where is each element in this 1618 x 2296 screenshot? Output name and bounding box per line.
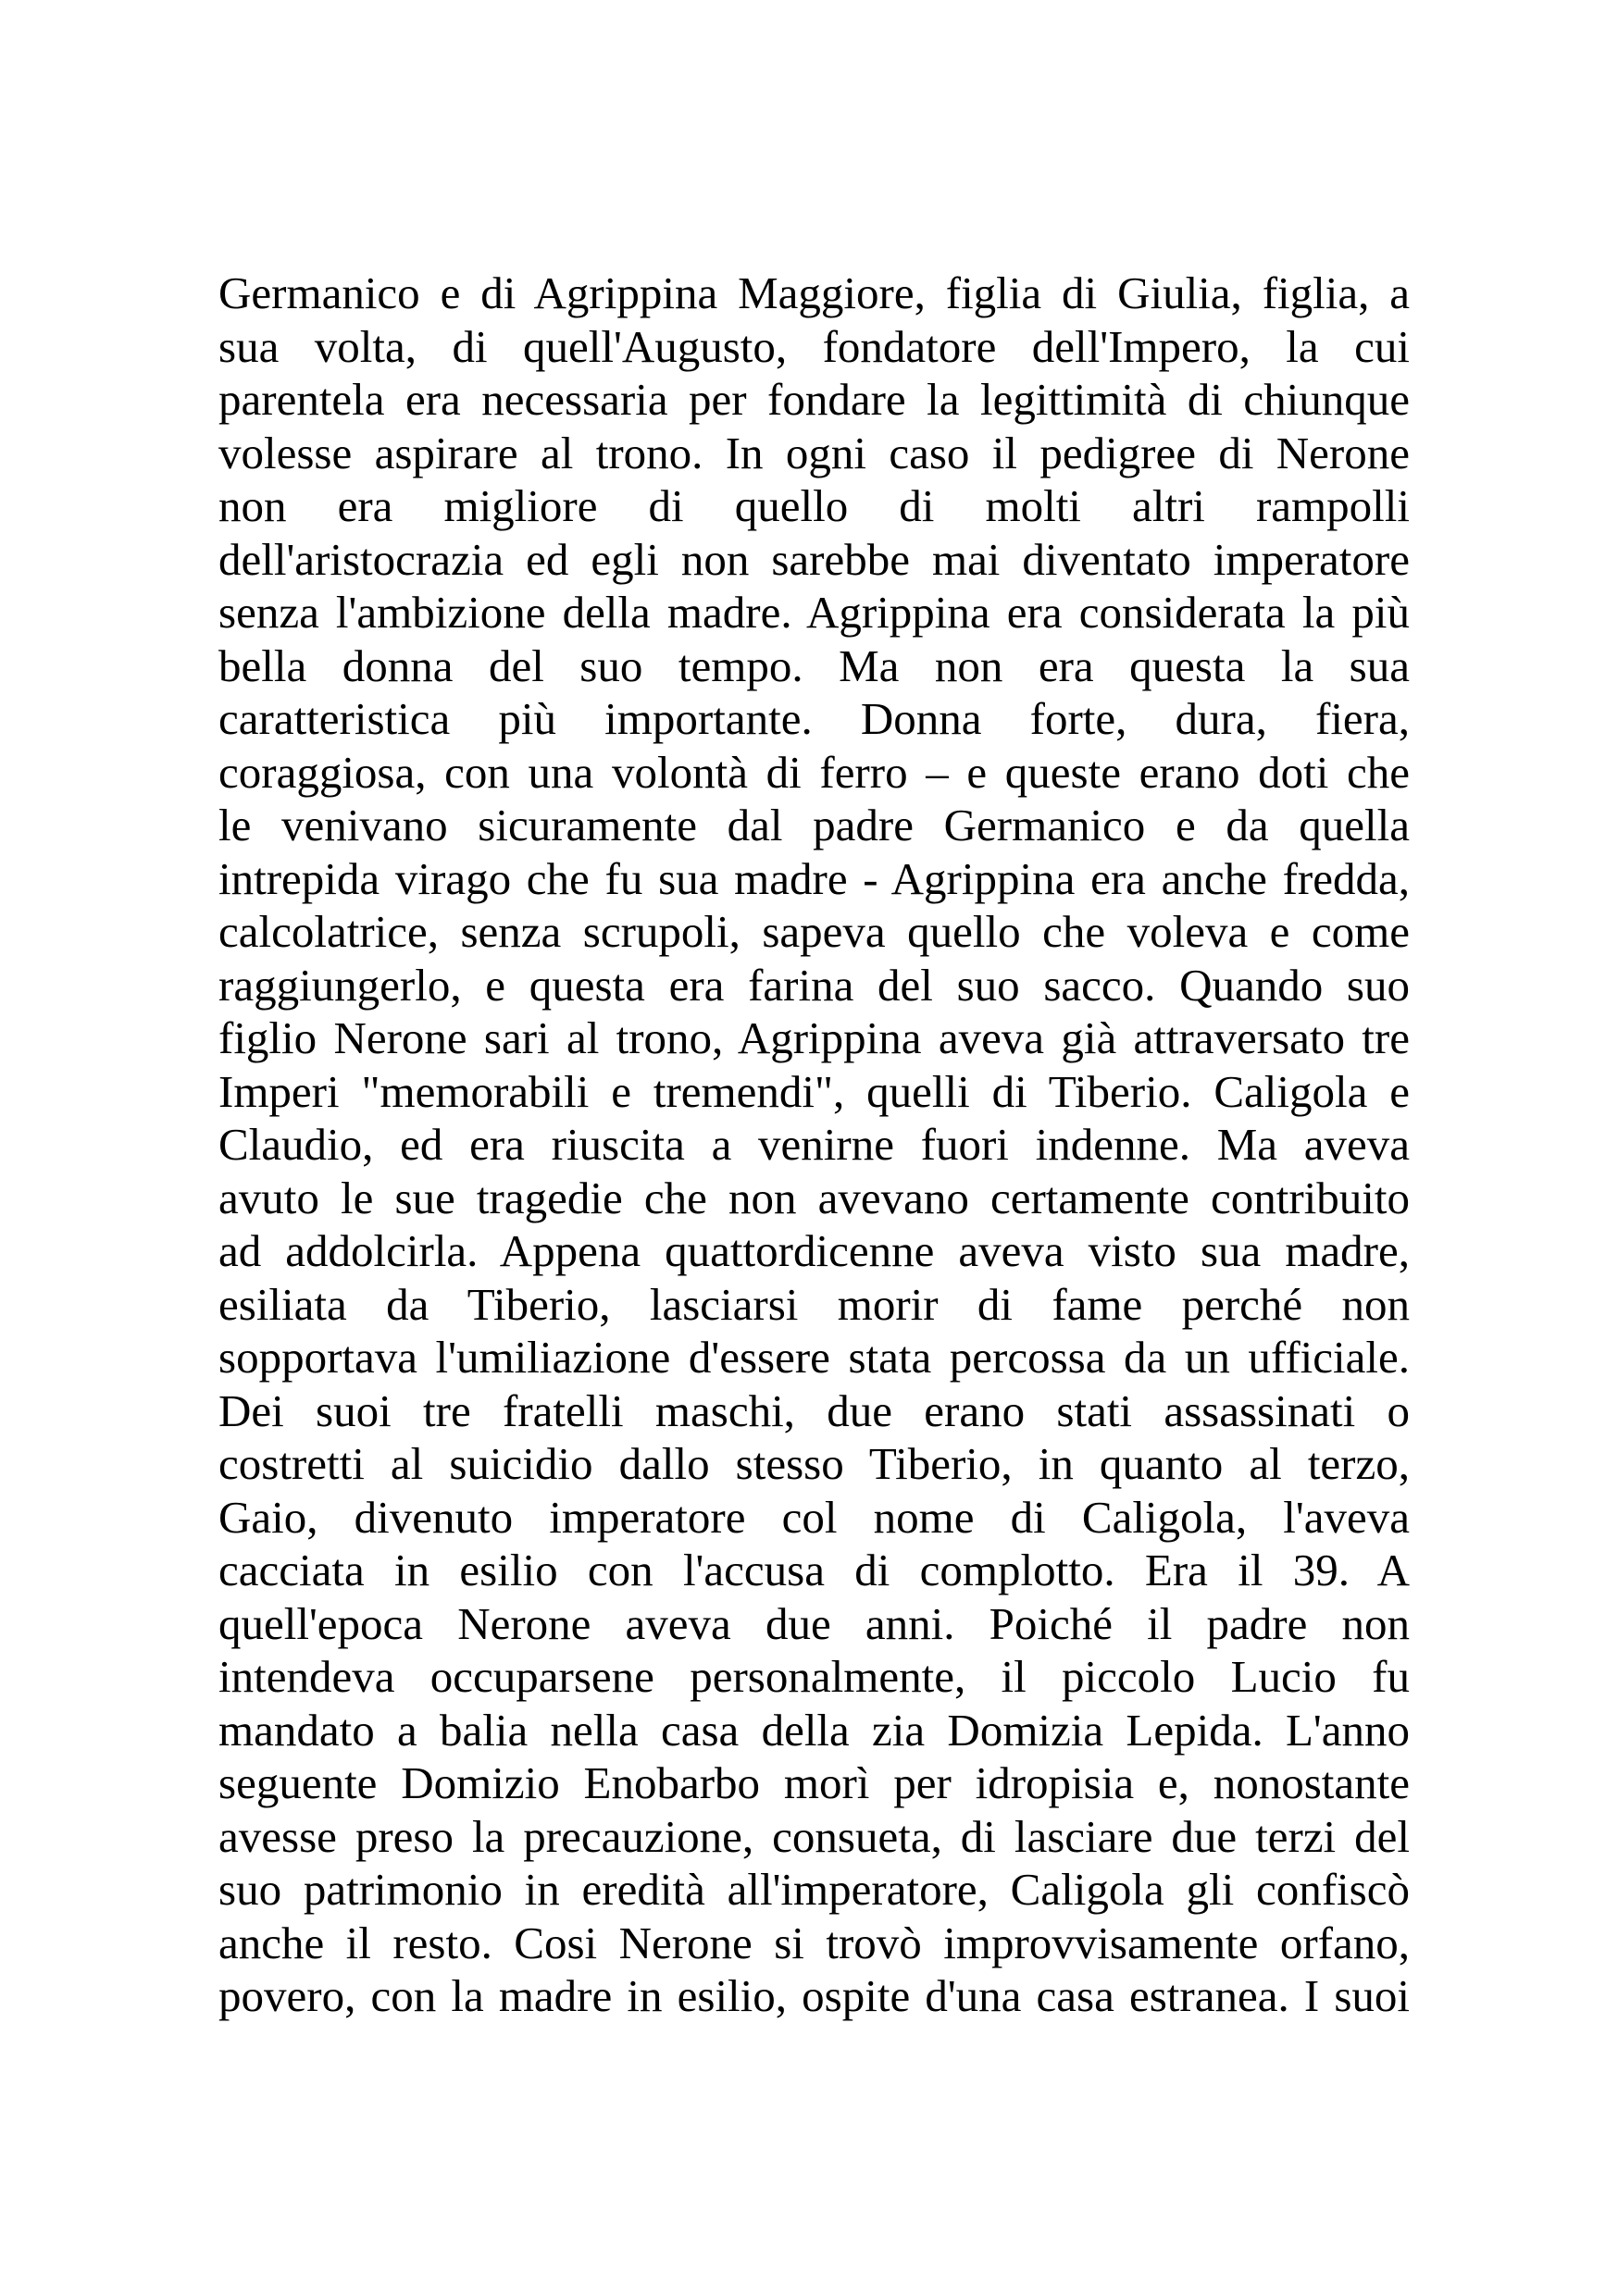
text-line: le venivano sicuramente dal padre Germanico e da quella	[218, 800, 1410, 850]
text-line: suo patrimonio in eredità all'imperatore, Caligola gli confiscò	[218, 1864, 1410, 1915]
text-line: volesse aspirare al trono. In ogni caso il pedigree di Nerone	[218, 427, 1410, 478]
text-line: intrepida virago che fu sua madre - Agrippina era anche fredda,	[218, 852, 1410, 904]
text-line: sua volta, di quell'Augusto, fondatore dell'Impero, la cui	[218, 320, 1410, 372]
text-line: senza l'ambizione della madre. Agrippina era considerata la più	[218, 587, 1410, 638]
text-line: mandato a balia nella casa della zia Domizia Lepida. L'anno	[218, 1704, 1410, 1756]
text-line: sopportava l'umiliazione d'essere stata percossa da un ufficiale.	[218, 1332, 1410, 1383]
text-line: parentela era necessaria per fondare la legittimità di chiunque	[218, 374, 1410, 425]
text-line: ad addolcirla. Appena quattordicenne aveva visto sua madre,	[218, 1225, 1410, 1276]
text-line: seguente Domizio Enobarbo morì per idropisia e, nonostante	[218, 1757, 1410, 1808]
text-line: esiliata da Tiberio, lasciarsi morir di fame perché non	[218, 1278, 1410, 1330]
text-line: coraggiosa, con una volontà di ferro – e queste erano doti che	[218, 746, 1410, 798]
text-line: Germanico e di Agrippina Maggiore, figlia di Giulia, figlia, a	[218, 267, 1410, 318]
text-line: Dei suoi tre fratelli maschi, due erano stati assassinati o	[218, 1384, 1410, 1436]
text-line: costretti al suicidio dallo stesso Tiberio, in quanto al terzo,	[218, 1438, 1410, 1489]
text-line: anche il resto. Cosi Nerone si trovò improvvisamente orfano,	[218, 1917, 1410, 1968]
text-line: Claudio, ed era riuscita a venirne fuori indenne. Ma aveva	[218, 1119, 1410, 1170]
text-line: avesse preso la precauzione, consueta, di lasciare due terzi del	[218, 1810, 1410, 1862]
text-line: raggiungerlo, e questa era farina del suo sacco. Quando suo	[218, 959, 1410, 1011]
text-line: avuto le sue tragedie che non avevano certamente contribuito	[218, 1172, 1410, 1223]
text-line: Imperi "memorabili e tremendi", quelli di Tiberio. Caligola e	[218, 1065, 1410, 1117]
text-line: dell'aristocrazia ed egli non sarebbe mai diventato imperatore	[218, 533, 1410, 585]
body-text	[218, 267, 1410, 2023]
text-line: quell'epoca Nerone aveva due anni. Poiché il padre non	[218, 1597, 1410, 1649]
text-line: calcolatrice, senza scrupoli, sapeva quello che voleva e come	[218, 906, 1410, 957]
text-line: Gaio, divenuto imperatore col nome di Caligola, l'aveva	[218, 1491, 1410, 1543]
text-line: intendeva occuparsene personalmente, il piccolo Lucio fu	[218, 1651, 1410, 1702]
text-line: povero, con la madre in esilio, ospite d'una casa estranea. I suoi	[218, 1970, 1410, 2021]
text-line: non era migliore di quello di molti altri rampolli	[218, 480, 1410, 531]
text-line: caratteristica più importante. Donna forte, dura, fiera,	[218, 693, 1410, 744]
text-line: figlio Nerone sari al trono, Agrippina aveva già attraversato tre	[218, 1012, 1410, 1063]
text-line: bella donna del suo tempo. Ma non era questa la sua	[218, 639, 1410, 691]
text-line: cacciata in esilio con l'accusa di complotto. Era il 39. A	[218, 1545, 1410, 1595]
